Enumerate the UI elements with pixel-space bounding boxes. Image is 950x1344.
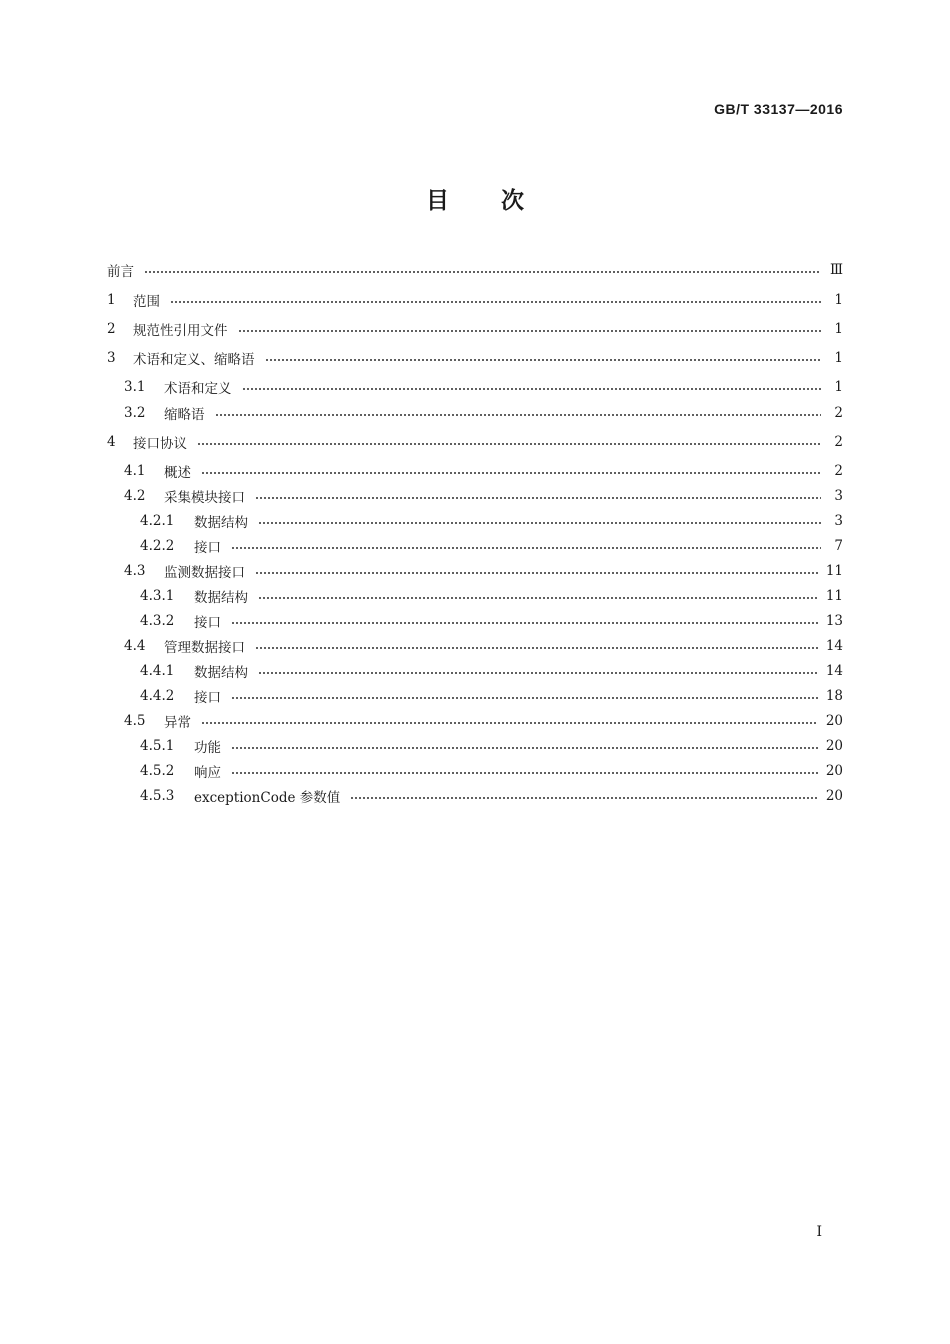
toc-leader-dots: [215, 414, 822, 416]
toc-entry-page: 13: [825, 613, 843, 629]
toc-entry-label: 术语和定义: [164, 381, 232, 397]
toc-entry-page: 20: [825, 763, 843, 779]
page-number: I: [816, 1224, 822, 1240]
toc-entry-4-2[interactable]: [107, 485, 843, 507]
toc-entry-page: 1: [834, 350, 843, 366]
toc-entry-label: 范围: [133, 294, 160, 310]
toc-entry-4-5-2[interactable]: [107, 760, 843, 782]
toc-entry-number: 4.5: [124, 713, 146, 729]
toc-entry-page: 20: [825, 713, 843, 729]
toc-entry-page: 3: [834, 513, 843, 529]
toc-entry-number: 4.3.1: [140, 588, 175, 604]
toc-entry-number: 4.5.3: [140, 788, 175, 804]
toc-leader-dots: [231, 622, 818, 624]
toc-leader-dots: [255, 647, 818, 649]
toc-leader-dots: [242, 388, 822, 390]
toc-leader-dots: [255, 497, 821, 499]
toc-leader-dots: [350, 797, 818, 799]
toc-entry-number: 4.2.2: [140, 538, 175, 554]
toc-entry-4-3-2[interactable]: [107, 610, 843, 632]
toc-entry-page: 18: [825, 688, 843, 704]
toc-leader-dots: [170, 301, 821, 303]
toc-entry-page: 14: [825, 663, 843, 679]
toc-entry-number: 4: [107, 434, 116, 450]
toc-entry-label: 接口: [194, 615, 221, 631]
toc-leader-dots: [238, 330, 822, 332]
toc-entry-page: 1: [834, 321, 843, 337]
toc-entry-number: 2: [107, 321, 116, 337]
toc-entry-label: 概述: [164, 465, 191, 481]
toc-entry-number: 4.2.1: [140, 513, 175, 529]
toc-leader-dots: [197, 443, 821, 445]
toc-entry-page: 11: [825, 588, 843, 604]
toc-entry-3-1[interactable]: [107, 376, 843, 398]
toc-entry-4-3[interactable]: [107, 560, 843, 582]
toc-leader-dots: [265, 359, 822, 361]
toc-entry-page: 2: [834, 434, 843, 450]
toc-entry-label: 规范性引用文件: [133, 323, 228, 339]
toc-entry-number: 3.1: [124, 379, 146, 395]
toc-entry-page: 11: [825, 563, 843, 579]
toc-entry-4-4[interactable]: [107, 635, 843, 657]
toc-entry-label: 术语和定义、缩略语: [133, 352, 255, 368]
toc-entry-page: 2: [834, 463, 843, 479]
page-title: 目次: [426, 187, 576, 214]
toc-entry-label: 采集模块接口: [164, 490, 245, 506]
standard-code: GB/T 33137—2016: [714, 101, 843, 117]
toc-entry-label: 数据结构: [194, 590, 248, 606]
toc-entry-4-1[interactable]: [107, 460, 843, 482]
toc-entry-label: 接口: [194, 690, 221, 706]
toc-entry-label: 接口协议: [133, 436, 187, 452]
toc-entry-4-5[interactable]: [107, 710, 843, 732]
toc-entry-4-5-1[interactable]: [107, 735, 843, 757]
toc-entry-4-4-1[interactable]: [107, 660, 843, 682]
toc-entry-number: 4.1: [124, 463, 146, 479]
toc-entry-page: 20: [825, 788, 843, 804]
toc-entry-label: 数据结构: [194, 665, 248, 681]
toc-entry-4[interactable]: [107, 431, 843, 453]
toc-entry-label: 响应: [194, 765, 221, 781]
toc-entry-page: 20: [825, 738, 843, 754]
toc-entry-number: 3.2: [124, 405, 146, 421]
toc-entry-page: 3: [834, 488, 843, 504]
toc-entry-label: 功能: [194, 740, 221, 756]
toc-entry-number: 4.5.2: [140, 763, 175, 779]
toc-leader-dots: [144, 271, 821, 273]
toc-entry-number: 4.3: [124, 563, 146, 579]
toc-entry-label: 缩略语: [164, 407, 205, 423]
toc-entry-page: 7: [834, 538, 843, 554]
toc-entry-number: 4.2: [124, 488, 146, 504]
toc-entry-1[interactable]: [107, 289, 843, 311]
toc-leader-dots: [258, 672, 818, 674]
toc-entry-label: 前言: [107, 264, 134, 280]
toc-entry-4-2-2[interactable]: [107, 535, 843, 557]
toc-entry-label: 监测数据接口: [164, 565, 245, 581]
toc-leader-dots: [231, 697, 818, 699]
toc-entry-4-3-1[interactable]: [107, 585, 843, 607]
toc-entry-preface[interactable]: [107, 259, 843, 281]
toc-entry-page: 1: [834, 292, 843, 308]
toc-entry-label: 管理数据接口: [164, 640, 245, 656]
toc-leader-dots: [201, 472, 821, 474]
toc-entry-4-4-2[interactable]: [107, 685, 843, 707]
toc-leader-dots: [231, 547, 821, 549]
toc-entry-number: 4.4.2: [140, 688, 175, 704]
toc-leader-dots: [201, 722, 818, 724]
toc-entry-3[interactable]: [107, 347, 843, 369]
toc-leader-dots: [255, 572, 818, 574]
toc-entry-number: 4.4: [124, 638, 146, 654]
toc-leader-dots: [258, 597, 818, 599]
toc-leader-dots: [258, 522, 821, 524]
toc-entry-4-2-1[interactable]: [107, 510, 843, 532]
toc-leader-dots: [231, 772, 818, 774]
toc-entry-number: 4.5.1: [140, 738, 175, 754]
toc-entry-2[interactable]: [107, 318, 843, 340]
toc-entry-label: 异常: [164, 715, 191, 731]
toc-entry-page: Ⅲ: [829, 262, 843, 278]
toc-entry-label: 接口: [194, 540, 221, 556]
toc-entry-3-2[interactable]: [107, 402, 843, 424]
toc-entry-label: exceptionCode 参数值: [194, 790, 341, 806]
toc-entry-number: 1: [107, 292, 116, 308]
toc-entry-page: 2: [834, 405, 843, 421]
toc-entry-number: 3: [107, 350, 116, 366]
toc-entry-page: 14: [825, 638, 843, 654]
toc-leader-dots: [231, 747, 818, 749]
toc-entry-number: 4.4.1: [140, 663, 175, 679]
toc-entry-label: 数据结构: [194, 515, 248, 531]
toc-entry-number: 4.3.2: [140, 613, 175, 629]
toc-entry-page: 1: [834, 379, 843, 395]
toc-entry-4-5-3[interactable]: [107, 785, 843, 807]
